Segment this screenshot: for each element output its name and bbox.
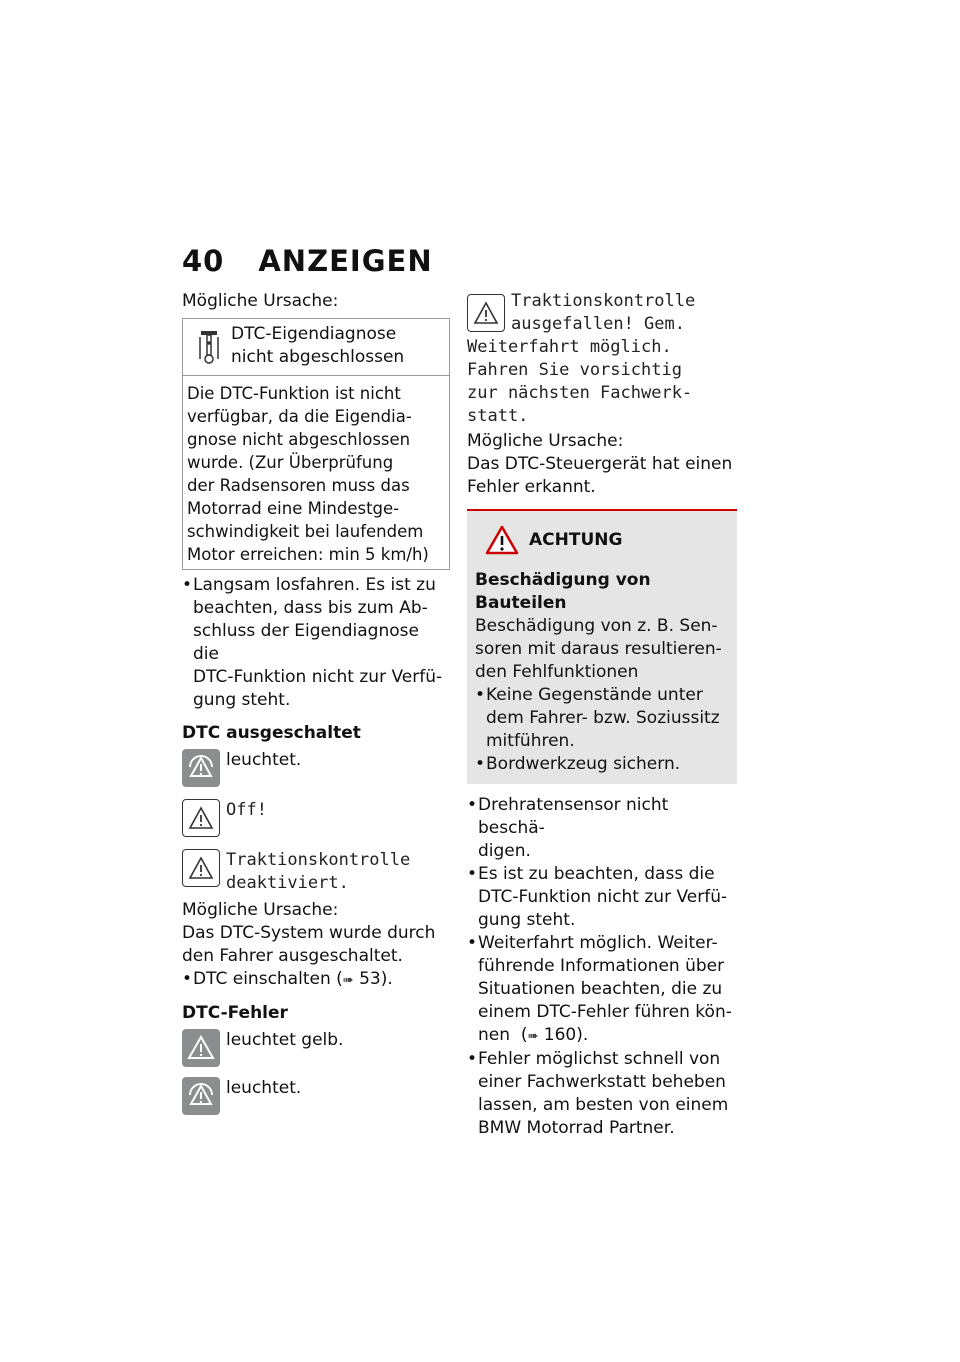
info-box-body xyxy=(183,376,449,569)
bullet-line: Bordwerkzeug sichern. xyxy=(486,754,681,774)
display-row xyxy=(467,290,737,336)
bullet-line: Keine Gegenstände unter xyxy=(486,685,703,705)
cause-line: Fehler erkannt. xyxy=(467,477,596,497)
bullet-icon: • xyxy=(475,685,486,705)
reference-arrow-icon: ➠ xyxy=(342,973,354,988)
cause-label: Mögliche Ursache: xyxy=(182,291,339,311)
bullet-line: gung steht. xyxy=(193,690,291,710)
dtc-icon xyxy=(182,1077,220,1115)
display-message-line: statt. xyxy=(467,406,529,426)
reference-arrow-icon: ➠ xyxy=(527,1029,539,1044)
bullet-icon: • xyxy=(467,795,478,815)
display-message-line: Traktionskontrolle xyxy=(511,291,696,311)
bullet-line: DTC-Funktion nicht zur Verfü- xyxy=(193,667,443,687)
bullet-line: Weiterfahrt möglich. Weiter- xyxy=(478,933,718,953)
warning-header xyxy=(485,525,729,555)
bullet-line: beachten, dass bis zum Ab- xyxy=(193,598,428,618)
page-header xyxy=(182,244,433,278)
bullet-line: einem DTC-Fehler führen kön- xyxy=(478,1002,732,1022)
warning-triangle-icon xyxy=(182,849,220,887)
bullet-item xyxy=(467,932,737,1048)
bullet-line: Langsam losfahren. Es ist zu xyxy=(193,575,436,595)
bullet-line: Es ist zu beachten, dass die xyxy=(478,864,715,884)
warning-line: den Fehlfunktionen xyxy=(475,662,639,682)
display-message-line: zur nächsten Fachwerk- xyxy=(467,383,693,403)
dtc-icon xyxy=(182,749,220,787)
bullet-line: Fehler möglichst schnell von xyxy=(478,1049,721,1069)
warning-triangle-icon xyxy=(485,525,519,555)
bullet-icon: • xyxy=(467,933,478,953)
box-body-line: gnose nicht abgeschlossen xyxy=(187,430,411,449)
bullet-text: nen ( xyxy=(478,1025,528,1045)
cause-label: Mögliche Ursache: xyxy=(182,900,339,920)
box-title-line1: DTC-Eigendiagnose xyxy=(231,324,397,344)
warning-triangle-icon xyxy=(182,1029,220,1067)
bullet-icon: • xyxy=(475,754,486,774)
section-heading-dtc-off: DTC ausgeschaltet xyxy=(182,723,361,743)
bullet-text: DTC einschalten ( xyxy=(193,969,343,989)
bullet-line: führende Informationen über xyxy=(478,956,725,976)
bullet-item xyxy=(475,684,729,753)
bullet-item xyxy=(467,794,737,863)
bullet-line: einer Fachwerkstatt beheben xyxy=(478,1072,726,1092)
bullet-line: lassen, am besten von einem xyxy=(478,1095,729,1115)
bullet-line: Drehratensensor nicht beschä- xyxy=(478,795,669,838)
bullet-line: digen. xyxy=(478,841,531,861)
box-body-line: Motor erreichen: min 5 km/h) xyxy=(187,545,429,564)
page-reference[interactable]: 53). xyxy=(359,969,393,989)
bullet-item xyxy=(467,863,737,932)
info-box xyxy=(182,318,450,570)
bullet-item xyxy=(182,968,450,992)
bullet-icon: • xyxy=(467,864,478,884)
display-row xyxy=(182,799,450,837)
display-message-line: Fahren Sie vorsichtig xyxy=(467,360,682,380)
warning-box xyxy=(467,511,737,784)
info-box-header xyxy=(183,319,449,376)
cause-line: den Fahrer ausgeschaltet. xyxy=(182,946,403,966)
cause-label: Mögliche Ursache: xyxy=(467,431,624,451)
box-body-line: Motorrad eine Mindestge- xyxy=(187,499,400,518)
cause-line: Das DTC-Steuergerät hat einen xyxy=(467,454,733,474)
display-row xyxy=(182,849,450,895)
bullet-icon: • xyxy=(182,575,193,595)
display-message-line: Weiterfahrt möglich. xyxy=(467,337,672,357)
bullet-line: mitführen. xyxy=(486,731,575,751)
bullet-icon: • xyxy=(182,969,193,989)
bullet-line: gung steht. xyxy=(478,910,576,930)
bullet-line: BMW Motorrad Partner. xyxy=(478,1118,675,1138)
bullet-line: Situationen beachten, die zu xyxy=(478,979,723,999)
box-body-line: verfügbar, da die Eigendia- xyxy=(187,407,412,426)
indicator-text: leuchtet. xyxy=(226,1078,302,1098)
bullet-item xyxy=(467,1048,737,1140)
display-message-line: ausgefallen! Gem. xyxy=(511,314,685,334)
section-heading-dtc-error: DTC-Fehler xyxy=(182,1003,288,1023)
indicator-text: leuchtet gelb. xyxy=(226,1030,344,1050)
indicator-row xyxy=(182,749,450,787)
warning-subtitle: Beschädigung von Bauteilen xyxy=(475,570,651,613)
cause-line: Das DTC-System wurde durch xyxy=(182,923,436,943)
page-title: ANZEIGEN xyxy=(258,244,433,278)
display-message-line: deaktiviert. xyxy=(226,873,349,893)
bullet-line: DTC-Funktion nicht zur Verfü- xyxy=(478,887,728,907)
indicator-row xyxy=(182,1077,450,1115)
bullet-item xyxy=(475,753,729,776)
display-message-line: Traktionskontrolle xyxy=(226,850,411,870)
indicator-row xyxy=(182,1029,450,1067)
bullet-line: schluss der Eigendiagnose die xyxy=(193,621,419,664)
display-message-off: Off! xyxy=(226,800,267,820)
bullet-icon: • xyxy=(467,1049,478,1069)
bullet-line: dem Fahrer- bzw. Soziussitz xyxy=(486,708,720,728)
page-reference[interactable]: 160). xyxy=(543,1025,589,1045)
warning-line: soren mit daraus resultieren- xyxy=(475,639,722,659)
page-number: 40 xyxy=(182,244,225,278)
box-body-line: der Radsensoren muss das xyxy=(187,476,410,495)
box-title-line2: nicht abgeschlossen xyxy=(231,347,405,367)
right-column xyxy=(467,290,737,1140)
box-body-line: wurde. (Zur Überprüfung xyxy=(187,453,394,472)
wheel-sensor-icon xyxy=(187,323,231,369)
warning-line: Beschädigung von z. B. Sen- xyxy=(475,616,718,636)
indicator-text: leuchtet. xyxy=(226,750,302,770)
box-body-line: Die DTC-Funktion ist nicht xyxy=(187,384,401,403)
warning-triangle-icon xyxy=(182,799,220,837)
bullet-item xyxy=(182,574,450,712)
box-body-line: schwindigkeit bei laufendem xyxy=(187,522,424,541)
warning-title: ACHTUNG xyxy=(529,530,623,550)
warning-triangle-icon xyxy=(467,294,505,332)
left-column xyxy=(182,290,450,1115)
